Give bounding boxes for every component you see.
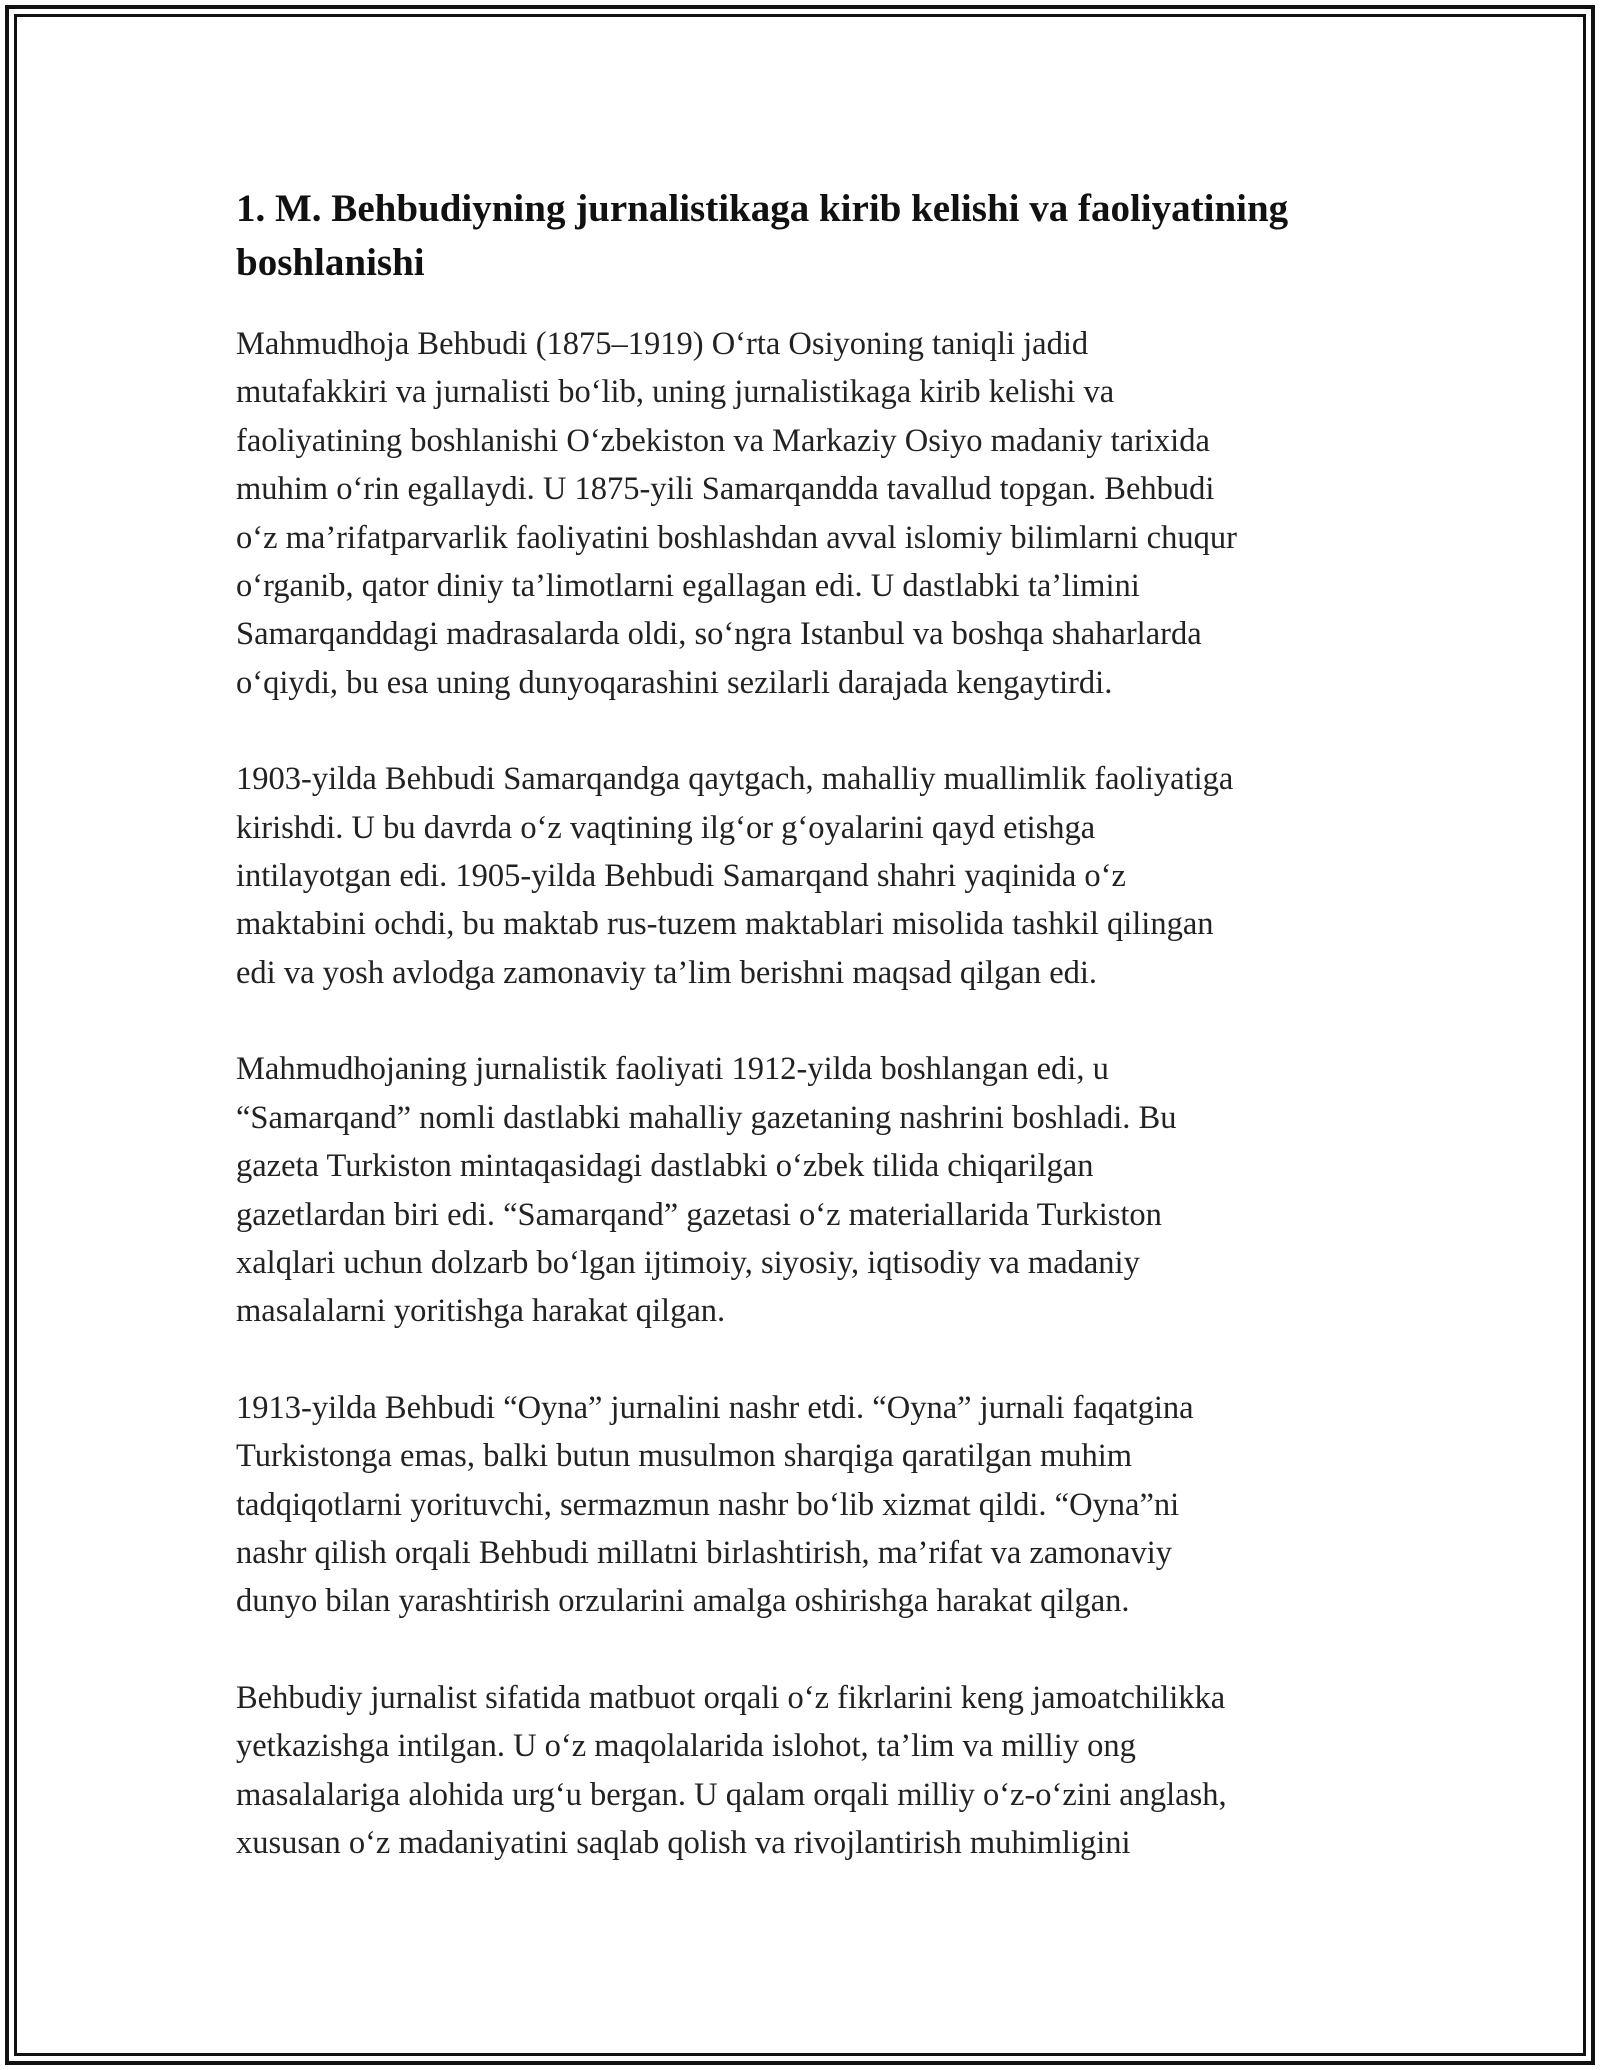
text-line: 1913-yilda Behbudi “Oyna” jurnalini nashr etdi. “Oyna” jurnali faqatgina xyxy=(236,1389,1194,1426)
text-line: masalalariga alohida urg‘u bergan. U qalam orqali milliy o‘z-o‘zini anglash, xyxy=(236,1776,1227,1813)
text-line: mutafakkiri va jurnalisti bo‘lib, uning jurnalistikaga kirib kelishi va xyxy=(236,374,1115,411)
paragraph-1 xyxy=(236,320,1376,707)
text-line: kirishdi. U bu davrda o‘z vaqtining ilg‘or g‘oyalarini qayd etishga xyxy=(236,809,1096,846)
heading-line: boshlanishi xyxy=(236,241,425,284)
text-line: 1903-yilda Behbudi Samarqandga qaytgach, mahalliy muallimlik faoliyatiga xyxy=(236,761,1234,798)
text-line: o‘qiydi, bu esa uning dunyoqarashini sezilarli darajada kengaytirdi. xyxy=(236,664,1113,701)
text-line: nashr qilish orqali Behbudi millatni birlashtirish, ma’rifat va zamonaviy xyxy=(236,1534,1172,1571)
text-line: maktabini ochdi, bu maktab rus-tuzem maktablari misolida tashkil qilingan xyxy=(236,906,1214,943)
text-line: xususan o‘z madaniyatini saqlab qolish va rivojlantirish muhimligini xyxy=(236,1824,1131,1861)
text-line: gazeta Turkiston mintaqasidagi dastlabki o‘zbek tilida chiqarilgan xyxy=(236,1148,1094,1185)
text-line: dunyo bilan yarashtirish orzularini amalga oshirishga harakat qilgan. xyxy=(236,1583,1130,1620)
text-line: Mahmudhoja Behbudi (1875–1919) O‘rta Osiyoning taniqli jadid xyxy=(236,326,1089,362)
text-line: faoliyatining boshlanishi O‘zbekiston va Markaziy Osiyo madaniy tarixida xyxy=(236,422,1210,459)
text-line: intilayotgan edi. 1905-yilda Behbudi Samarqand shahri yaqinida o‘z xyxy=(236,858,1126,895)
text-line: yetkazishga intilgan. U o‘z maqolalarida islohot, ta’lim va milliy ong xyxy=(236,1728,1136,1765)
paragraph-5 xyxy=(236,1674,1376,1868)
paragraph-4 xyxy=(236,1384,1376,1626)
text-line: Turkistonga emas, balki butun musulmon sharqiga qaratilgan muhim xyxy=(236,1438,1133,1475)
text-line: “Samarqand” nomli dastlabki mahalliy gazetaning nashrini boshladi. Bu xyxy=(236,1099,1177,1136)
document-body xyxy=(236,182,1376,1915)
paragraph-2 xyxy=(236,755,1376,997)
text-line: tadqiqotlarni yorituvchi, sermazmun nashr bo‘lib xizmat qildi. “Oyna”ni xyxy=(236,1486,1180,1523)
text-line: gazetlardan biri edi. “Samarqand” gazetasi o‘z materiallarida Turkiston xyxy=(236,1196,1162,1233)
text-line: muhim o‘rin egallaydi. U 1875-yili Samarqandda tavallud topgan. Behbudi xyxy=(236,471,1215,508)
text-line: Mahmudhojaning jurnalistik faoliyati 1912-yilda boshlangan edi, u xyxy=(236,1051,1109,1088)
text-line: o‘rganib, qator diniy ta’limotlarni egallagan edi. U dastlabki ta’limini xyxy=(236,568,1140,605)
text-line: o‘z ma’rifatparvarlik faoliyatini boshlashdan avval islomiy bilimlarni chuqur xyxy=(236,519,1237,556)
section-heading xyxy=(236,182,1376,290)
text-line: masalalarni yoritishga harakat qilgan. xyxy=(236,1293,726,1330)
text-line: edi va yosh avlodga zamonaviy ta’lim berishni maqsad qilgan edi. xyxy=(236,954,1098,991)
text-line: xalqlari uchun dolzarb bo‘lgan ijtimoiy, siyosiy, iqtisodiy va madaniy xyxy=(236,1244,1140,1281)
text-line: Samarqanddagi madrasalarda oldi, so‘ngra Istanbul va boshqa shaharlarda xyxy=(236,616,1202,653)
heading-line: 1. M. Behbudiyning jurnalistikaga kirib kelishi va faoliyatining xyxy=(236,187,1289,230)
paragraph-3 xyxy=(236,1045,1376,1335)
text-line: Behbudiy jurnalist sifatida matbuot orqali o‘z fikrlarini keng jamoatchilikka xyxy=(236,1679,1226,1716)
